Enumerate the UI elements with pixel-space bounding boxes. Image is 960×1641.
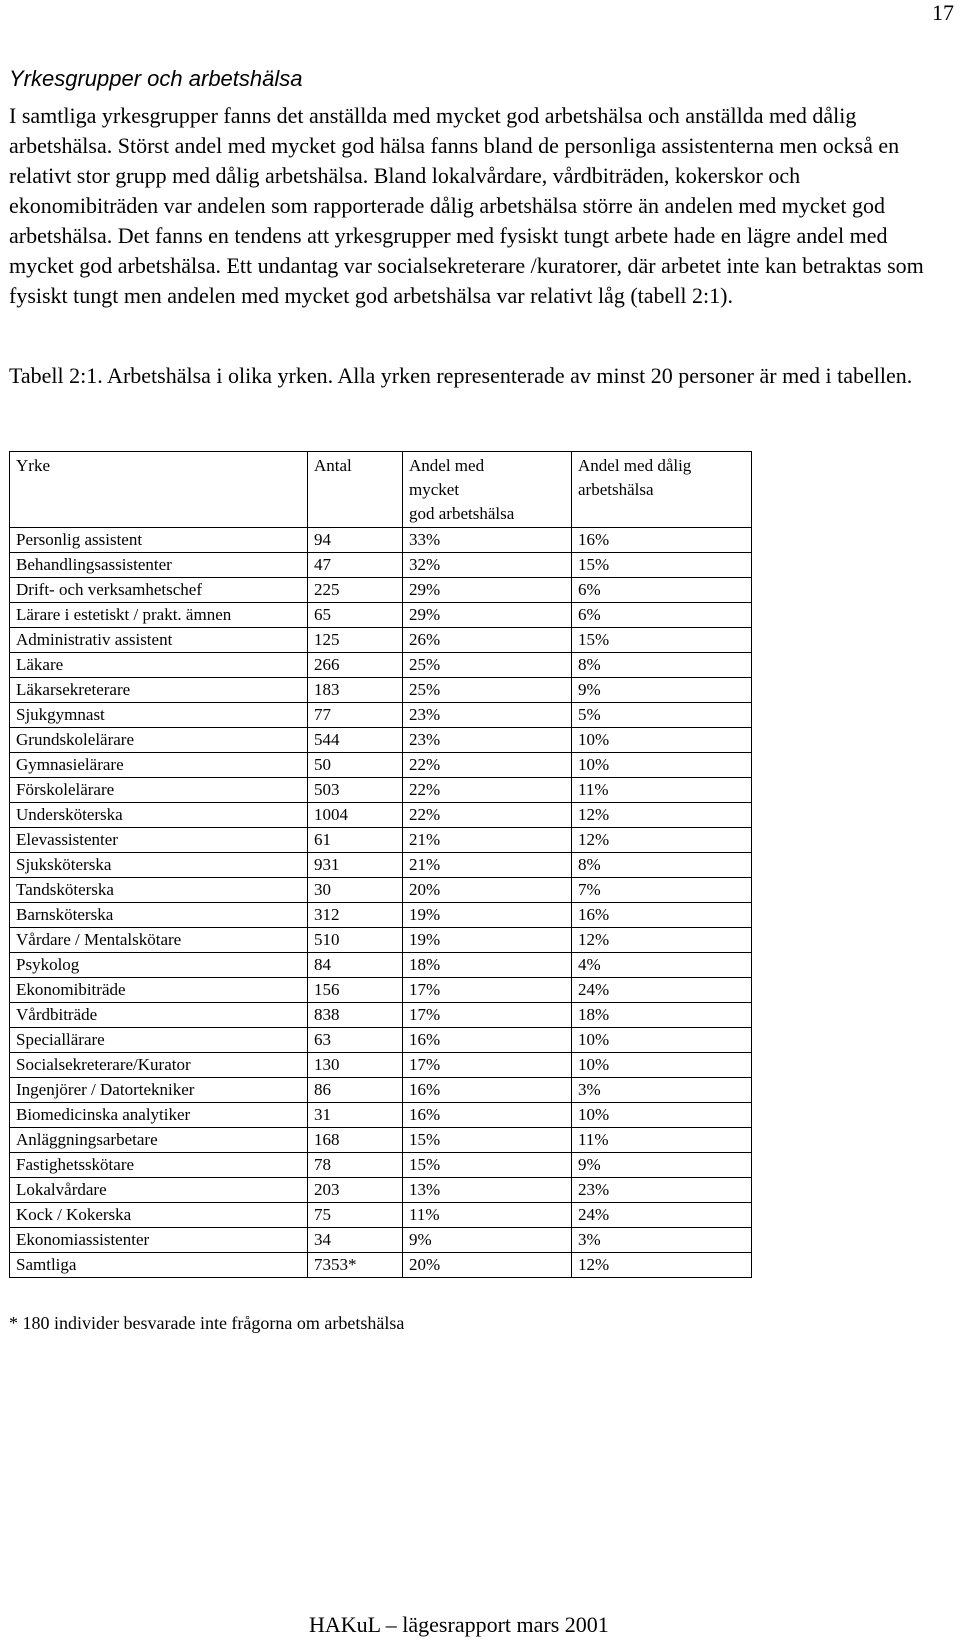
header-antal: Antal (308, 452, 403, 528)
table-row (10, 1228, 752, 1253)
cell-yrke: Ingenjörer / Datortekniker (10, 1078, 308, 1103)
cell-andel-god: 13% (403, 1178, 572, 1203)
cell-andel-dalig: 12% (572, 928, 752, 953)
cell-andel-dalig: 10% (572, 753, 752, 778)
occupation-health-table (9, 451, 752, 1278)
cell-andel-god: 23% (403, 728, 572, 753)
cell-andel-god: 22% (403, 778, 572, 803)
cell-andel-god: 17% (403, 1003, 572, 1028)
cell-yrke: Speciallärare (10, 1028, 308, 1053)
table-row (10, 553, 752, 578)
page-footer: HAKuL – lägesrapport mars 2001 (309, 1612, 609, 1637)
cell-yrke: Sjuksköterska (10, 853, 308, 878)
header-andel-god-line: Andel med (409, 456, 485, 475)
cell-antal: 77 (308, 703, 403, 728)
cell-yrke: Ekonomibiträde (10, 978, 308, 1003)
cell-andel-god: 23% (403, 703, 572, 728)
cell-antal: 75 (308, 1203, 403, 1228)
cell-yrke: Biomedicinska analytiker (10, 1103, 308, 1128)
table-row (10, 753, 752, 778)
cell-yrke: Tandsköterska (10, 878, 308, 903)
table-row (10, 1253, 752, 1278)
cell-andel-god: 32% (403, 553, 572, 578)
header-andel-dalig-line: arbetshälsa (578, 480, 654, 499)
header-andel-dalig-line: Andel med dålig (578, 456, 692, 475)
cell-yrke: Barnsköterska (10, 903, 308, 928)
cell-antal: 838 (308, 1003, 403, 1028)
cell-andel-god: 15% (403, 1128, 572, 1153)
cell-andel-god: 17% (403, 978, 572, 1003)
table-header-row (10, 452, 752, 528)
cell-andel-dalig: 12% (572, 803, 752, 828)
cell-antal: 86 (308, 1078, 403, 1103)
cell-andel-dalig: 12% (572, 1253, 752, 1278)
cell-andel-dalig: 6% (572, 578, 752, 603)
table-row (10, 1178, 752, 1203)
cell-antal: 84 (308, 953, 403, 978)
body-paragraph: I samtliga yrkesgrupper fanns det anställda med mycket god arbetshälsa och anställda med dålig arbetshälsa. Störst andel med mycket god hälsa fanns bland de personliga assistenterna men också en relativt stor grupp med dålig arbetshälsa. Bland lokalvårdare, vårdbiträden, kokerskor och ekonomibiträden var andelen som rapporterade dålig arbetshälsa större än andelen med mycket god arbetshälsa. Det fanns en tendens att yrkesgrupper med fysiskt tungt arbete hade en lägre andel med mycket god arbetshälsa. Ett undantag var socialsekreterare /kuratorer, där arbetet inte kan betraktas som fysiskt tungt men andelen med mycket god arbetshälsa var relativt låg (tabell 2:1). (9, 103, 924, 308)
cell-andel-dalig: 7% (572, 878, 752, 903)
cell-andel-god: 20% (403, 878, 572, 903)
page-number: 17 (932, 0, 954, 25)
cell-andel-god: 21% (403, 828, 572, 853)
cell-andel-god: 21% (403, 853, 572, 878)
cell-antal: 1004 (308, 803, 403, 828)
cell-andel-god: 26% (403, 628, 572, 653)
table-row (10, 1003, 752, 1028)
table-row (10, 1078, 752, 1103)
header-andel-god-line: god arbetshälsa (409, 504, 515, 523)
cell-antal: 78 (308, 1153, 403, 1178)
cell-andel-dalig: 15% (572, 553, 752, 578)
cell-andel-dalig: 16% (572, 528, 752, 553)
cell-yrke: Förskolelärare (10, 778, 308, 803)
cell-andel-god: 25% (403, 678, 572, 703)
cell-yrke: Psykolog (10, 953, 308, 978)
cell-andel-god: 15% (403, 1153, 572, 1178)
cell-yrke: Lokalvårdare (10, 1178, 308, 1203)
table-row (10, 953, 752, 978)
table-footnote: * 180 individer besvarade inte frågorna om arbetshälsa (9, 1313, 405, 1333)
cell-andel-god: 22% (403, 803, 572, 828)
table-row (10, 1103, 752, 1128)
cell-andel-dalig: 16% (572, 903, 752, 928)
cell-antal: 130 (308, 1053, 403, 1078)
table-row (10, 928, 752, 953)
cell-andel-dalig: 9% (572, 678, 752, 703)
cell-andel-dalig: 24% (572, 978, 752, 1003)
cell-andel-god: 16% (403, 1028, 572, 1053)
cell-andel-god: 20% (403, 1253, 572, 1278)
table-row (10, 903, 752, 928)
table-row (10, 978, 752, 1003)
cell-yrke: Läkare (10, 653, 308, 678)
table-row (10, 1028, 752, 1053)
cell-andel-god: 25% (403, 653, 572, 678)
cell-andel-dalig: 4% (572, 953, 752, 978)
cell-andel-dalig: 23% (572, 1178, 752, 1203)
cell-yrke: Anläggningsarbetare (10, 1128, 308, 1153)
cell-yrke: Läkarsekreterare (10, 678, 308, 703)
cell-andel-dalig: 18% (572, 1003, 752, 1028)
table-row (10, 653, 752, 678)
cell-andel-dalig: 11% (572, 1128, 752, 1153)
cell-antal: 266 (308, 653, 403, 678)
cell-antal: 168 (308, 1128, 403, 1153)
cell-andel-god: 29% (403, 578, 572, 603)
cell-andel-dalig: 10% (572, 1028, 752, 1053)
cell-antal: 931 (308, 853, 403, 878)
cell-andel-dalig: 3% (572, 1078, 752, 1103)
table-body (10, 528, 752, 1278)
table-row (10, 678, 752, 703)
cell-antal: 61 (308, 828, 403, 853)
cell-andel-dalig: 3% (572, 1228, 752, 1253)
cell-yrke: Socialsekreterare/Kurator (10, 1053, 308, 1078)
table-row (10, 778, 752, 803)
cell-antal: 312 (308, 903, 403, 928)
cell-andel-dalig: 24% (572, 1203, 752, 1228)
table-row (10, 1128, 752, 1153)
cell-andel-dalig: 12% (572, 828, 752, 853)
cell-andel-dalig: 9% (572, 1153, 752, 1178)
cell-antal: 510 (308, 928, 403, 953)
cell-yrke: Administrativ assistent (10, 628, 308, 653)
cell-andel-god: 29% (403, 603, 572, 628)
cell-yrke: Undersköterska (10, 803, 308, 828)
cell-andel-god: 9% (403, 1228, 572, 1253)
cell-yrke: Samtliga (10, 1253, 308, 1278)
cell-yrke: Behandlingsassistenter (10, 553, 308, 578)
cell-antal: 156 (308, 978, 403, 1003)
table-row (10, 1053, 752, 1078)
cell-yrke: Kock / Kokerska (10, 1203, 308, 1228)
cell-antal: 125 (308, 628, 403, 653)
cell-andel-dalig: 8% (572, 853, 752, 878)
cell-andel-dalig: 15% (572, 628, 752, 653)
table-row (10, 853, 752, 878)
table-row (10, 1203, 752, 1228)
cell-andel-god: 16% (403, 1078, 572, 1103)
cell-andel-dalig: 5% (572, 703, 752, 728)
header-andel-god (403, 452, 572, 528)
cell-andel-god: 17% (403, 1053, 572, 1078)
cell-yrke: Fastighetsskötare (10, 1153, 308, 1178)
cell-andel-dalig: 6% (572, 603, 752, 628)
table-row (10, 728, 752, 753)
table-row (10, 1153, 752, 1178)
cell-antal: 183 (308, 678, 403, 703)
header-yrke: Yrke (10, 452, 308, 528)
cell-antal: 65 (308, 603, 403, 628)
cell-antal: 225 (308, 578, 403, 603)
cell-andel-god: 22% (403, 753, 572, 778)
table-row (10, 578, 752, 603)
cell-andel-god: 19% (403, 903, 572, 928)
cell-yrke: Sjukgymnast (10, 703, 308, 728)
cell-andel-dalig: 10% (572, 1103, 752, 1128)
header-andel-dalig (572, 452, 752, 528)
cell-yrke: Gymnasielärare (10, 753, 308, 778)
cell-yrke: Vårdare / Mentalskötare (10, 928, 308, 953)
cell-andel-dalig: 11% (572, 778, 752, 803)
header-andel-god-line: mycket (409, 480, 460, 499)
cell-antal: 203 (308, 1178, 403, 1203)
cell-andel-dalig: 8% (572, 653, 752, 678)
table-row (10, 528, 752, 553)
table-row (10, 828, 752, 853)
cell-yrke: Lärare i estetiskt / prakt. ämnen (10, 603, 308, 628)
cell-antal: 47 (308, 553, 403, 578)
cell-andel-dalig: 10% (572, 728, 752, 753)
cell-antal: 7353* (308, 1253, 403, 1278)
cell-antal: 50 (308, 753, 403, 778)
table-row (10, 703, 752, 728)
cell-antal: 94 (308, 528, 403, 553)
table-row (10, 628, 752, 653)
cell-antal: 503 (308, 778, 403, 803)
cell-antal: 544 (308, 728, 403, 753)
cell-yrke: Ekonomiassistenter (10, 1228, 308, 1253)
cell-antal: 31 (308, 1103, 403, 1128)
cell-antal: 30 (308, 878, 403, 903)
cell-yrke: Elevassistenter (10, 828, 308, 853)
section-heading: Yrkesgrupper och arbetshälsa (9, 66, 303, 91)
cell-yrke: Drift- och verksamhetschef (10, 578, 308, 603)
cell-antal: 63 (308, 1028, 403, 1053)
cell-yrke: Grundskolelärare (10, 728, 308, 753)
table-row (10, 803, 752, 828)
cell-yrke: Vårdbiträde (10, 1003, 308, 1028)
cell-andel-god: 18% (403, 953, 572, 978)
cell-antal: 34 (308, 1228, 403, 1253)
cell-andel-god: 19% (403, 928, 572, 953)
cell-andel-god: 16% (403, 1103, 572, 1128)
table-caption: Tabell 2:1. Arbetshälsa i olika yrken. Alla yrken representerade av minst 20 personer är med i tabellen. (9, 363, 913, 388)
table-row (10, 603, 752, 628)
cell-andel-god: 33% (403, 528, 572, 553)
table-row (10, 878, 752, 903)
cell-yrke: Personlig assistent (10, 528, 308, 553)
cell-andel-dalig: 10% (572, 1053, 752, 1078)
cell-andel-god: 11% (403, 1203, 572, 1228)
